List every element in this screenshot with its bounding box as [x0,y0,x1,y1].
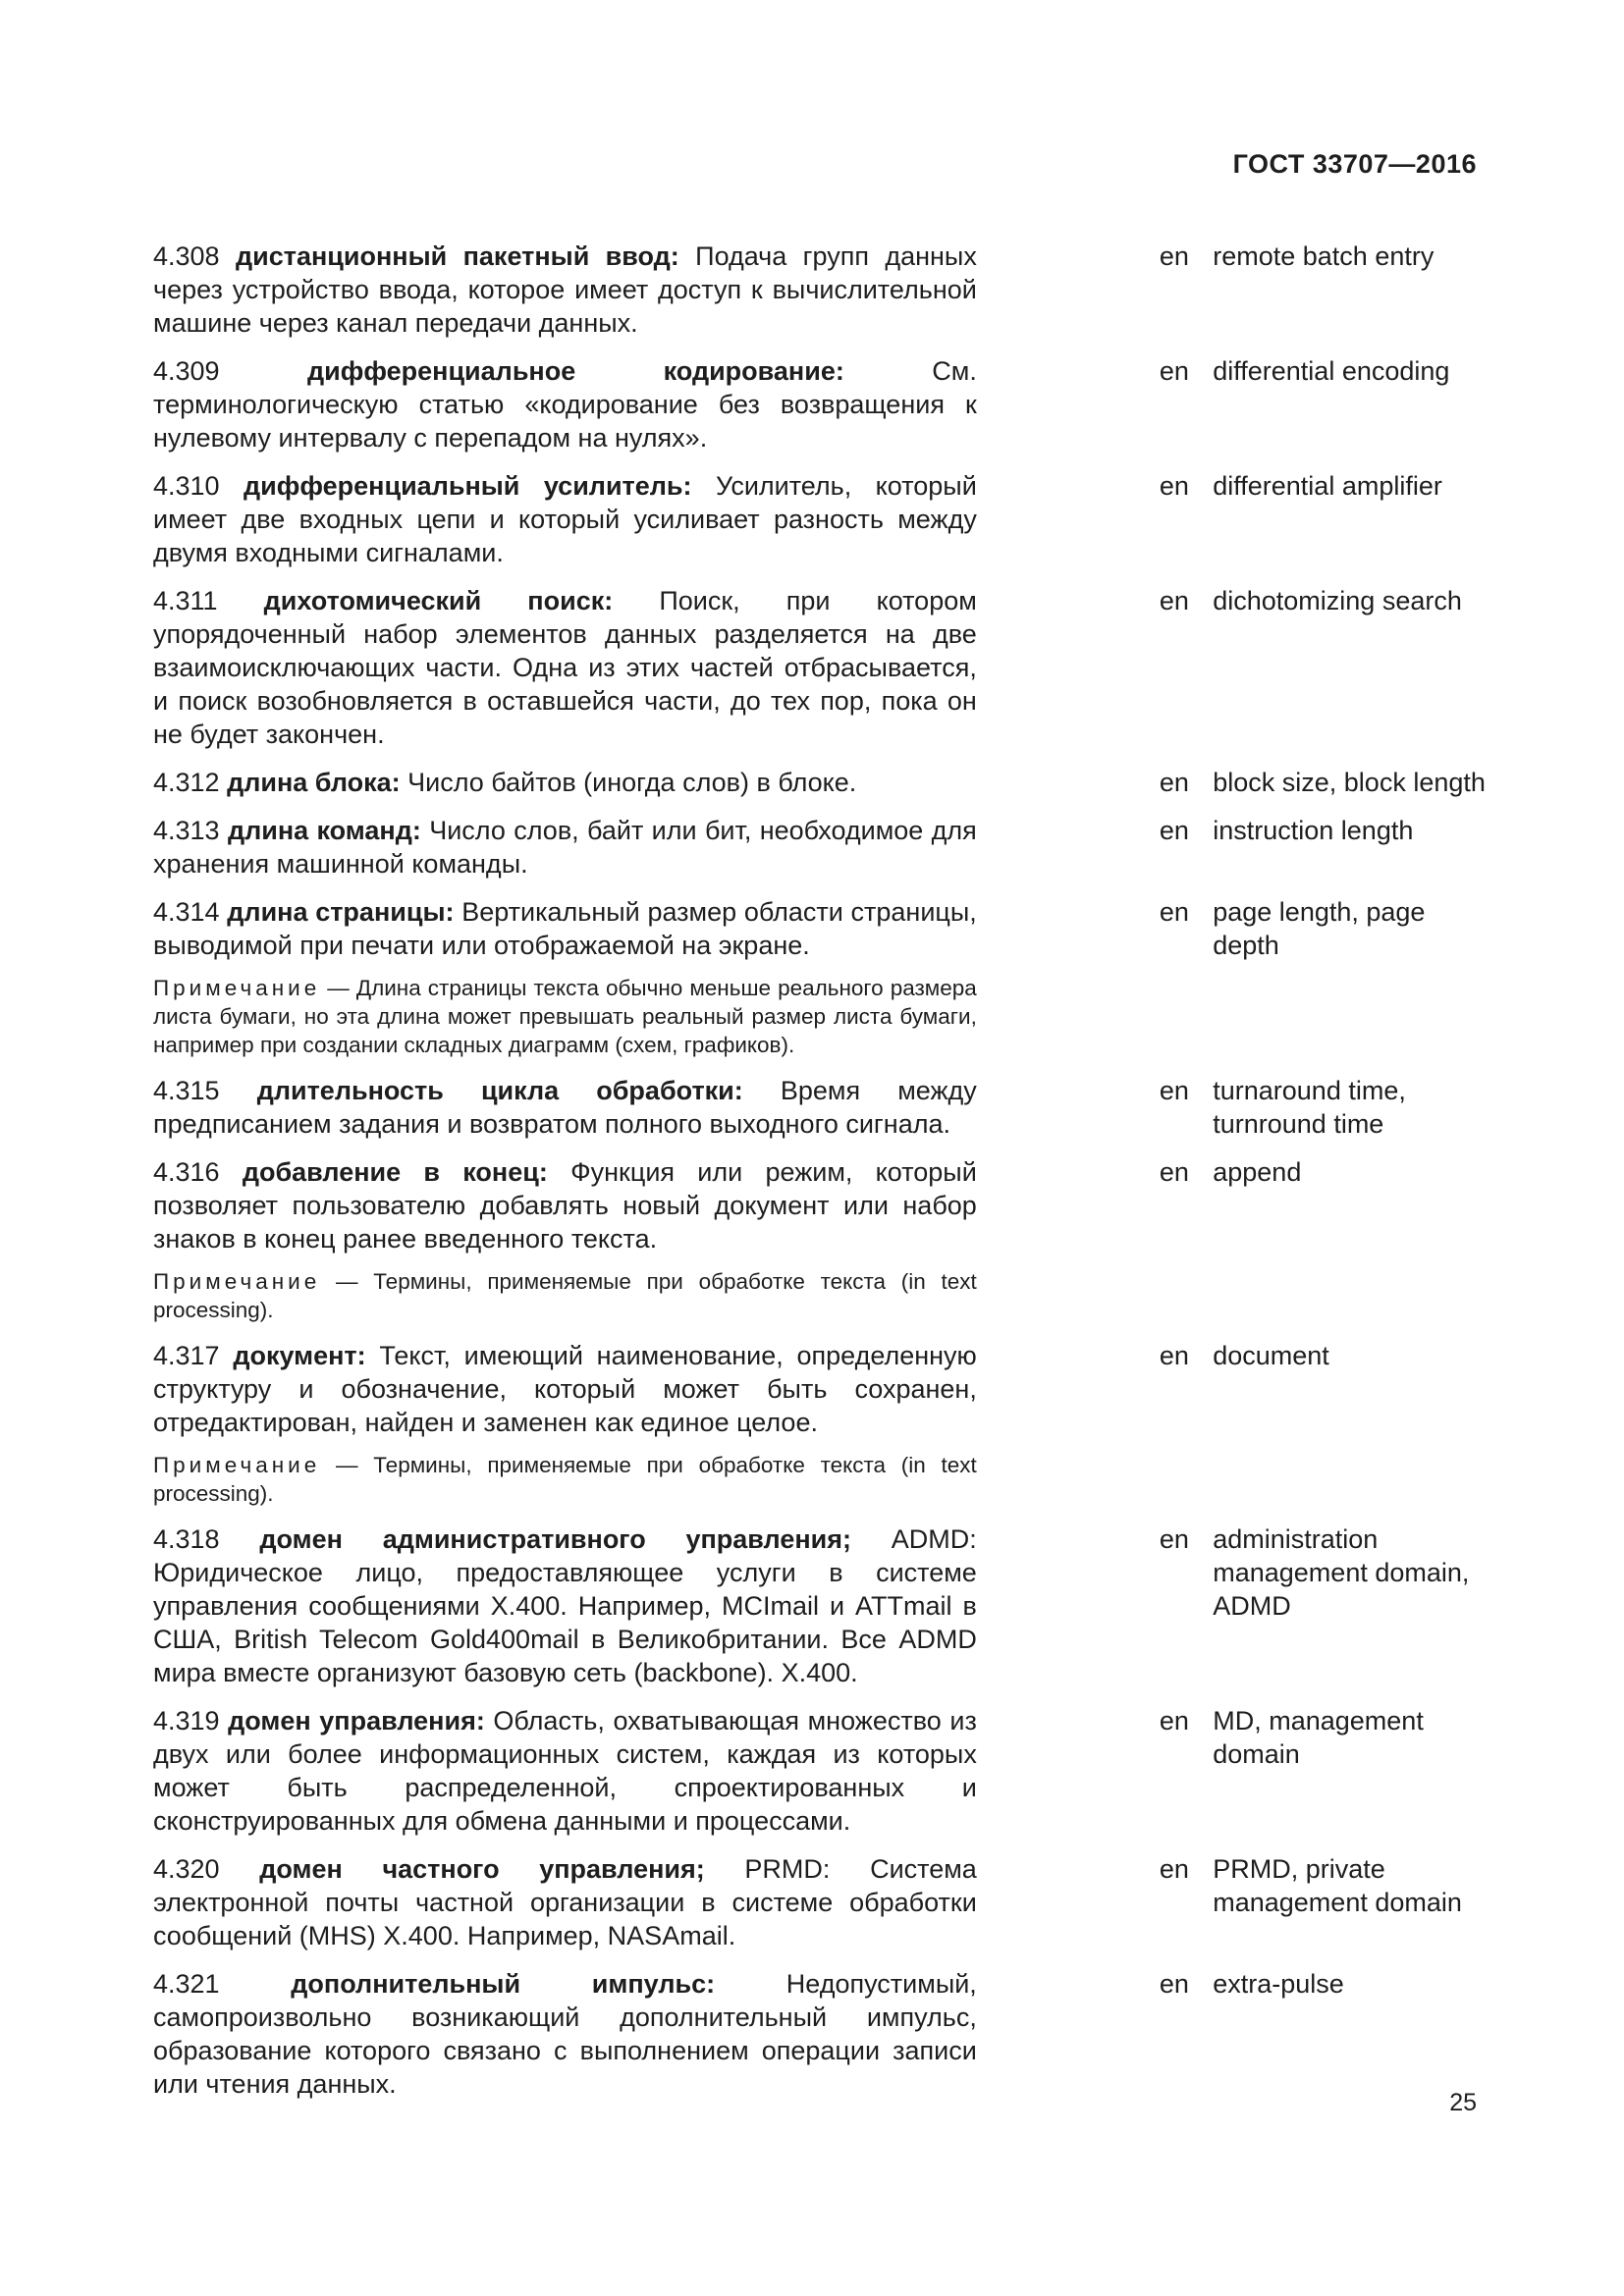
english-equivalent: MD, management domain [1213,1706,1424,1769]
definition-text: Вертикальный размер области страницы, выводимой при печати или отображаемой на экране. [153,897,977,960]
definition-text: PRMD: Система электронной почты частной организации в системе обработки сообщений (MHS) X.400. Например, NASAmail. [153,1854,977,1950]
term-number: 4.318 [153,1524,220,1554]
definition-text: Усилитель, который имеет две входных цепи и который усиливает разность между двумя входными сигналами. [153,471,977,567]
english-equivalent: append [1213,1157,1302,1187]
entry-main [153,1967,977,2101]
definition-text: Недопустимый, самопроизвольно возникающий дополнительный импульс, образование которого связано с выполнением операции записи или чтения данных. [153,1969,977,2099]
term-name: дифференциальный усилитель: [244,471,692,501]
definition-text: Функция или режим, который позволяет пользователю добавлять новый документ или набор знаков в конец ранее введенного текста. [153,1157,977,1254]
entry-main [153,1522,977,1689]
entry-main [153,469,977,569]
english-equivalent: differential amplifier [1213,471,1442,501]
term-definition [153,1074,977,1141]
note-text: Термины, применяемые при обработке текста (in text processing). [153,1269,977,1322]
term-number: 4.314 [153,897,220,927]
language-code: en [1159,1969,1189,1999]
definition-text: Текст, имеющий наименование, определенную структуру и обозначение, который может быть сохранен, отредактирован, найден и заменен как единое целое. [153,1341,977,1437]
term-entry [153,1074,1489,1141]
language-code: en [1159,1854,1189,1884]
term-name: длительность цикла обработки: [256,1076,743,1105]
term-definition [153,584,977,751]
term-number: 4.310 [153,471,220,501]
term-number: 4.315 [153,1076,220,1105]
note-label: Примечание [153,1269,321,1294]
term-number: 4.309 [153,356,220,386]
language-code: en [1159,356,1189,386]
language-code: en [1159,768,1189,797]
term-entry [153,1155,1489,1324]
term-entry [153,766,1489,799]
document-header [1233,149,1477,180]
term-definition [153,1704,977,1838]
note-label: Примечание [153,1453,321,1477]
term-entry [153,1522,1489,1689]
language-code: en [1159,1706,1189,1735]
term-definition [153,240,977,340]
definition-text: Область, охватывающая множество из двух или более информационных систем, каждая из которых может быть распределенной, спроектированных и сконструированных для обмена данными и процессами. [153,1706,977,1836]
note-text: Термины, применяемые при обработке текста (in text processing). [153,1453,977,1506]
term-entry [153,1967,1489,2101]
entry-note [153,1451,977,1508]
english-equivalent: block size, block length [1213,768,1486,797]
term-name: длина страницы: [227,897,455,927]
term-name: домен административного управления; [259,1524,852,1554]
term-number: 4.321 [153,1969,220,1999]
entry-main [153,1704,977,1838]
term-entry [153,240,1489,340]
term-number: 4.320 [153,1854,220,1884]
term-entry [153,895,1489,1059]
note-dash: — [327,976,350,1000]
term-definition [153,469,977,569]
entry-main [153,895,977,1059]
term-definition [153,1852,977,1952]
definition-text: Число слов, байт или бит, необходимое для хранения машинной команды. [153,816,977,879]
entry-main [153,1852,977,1952]
english-equivalent: turnaround time, turnround time [1213,1076,1406,1139]
term-entry [153,814,1489,881]
definition-text: ADMD: Юридическое лицо, предоставляющее услуги в системе управления сообщениями X.400. Например, MCImail и ATTmail в США, British Telecom Gold400mail в Великобритании. Все ADMD мира вместе организуют базовую сеть (backbone). X.400. [153,1524,977,1687]
term-name: домен частного управления; [259,1854,705,1884]
term-number: 4.316 [153,1157,220,1187]
entry-main [153,1074,977,1141]
entry-main [153,766,977,799]
english-equivalent: PRMD, private management domain [1213,1854,1462,1917]
term-number: 4.317 [153,1341,220,1370]
term-entry [153,1852,1489,1952]
term-definition [153,814,977,881]
definition-text: Время между предписанием задания и возвратом полного выходного сигнала. [153,1076,977,1139]
term-definition [153,766,977,799]
term-definition [153,895,977,962]
definition-text: Поиск, при котором упорядоченный набор элементов данных разделяется на две взаимоисключающих части. Одна из этих частей отбрасывается, и поиск возобновляется в оставшейся части, до тех пор, пока он не будет закончен. [153,586,977,749]
definition-text: Число байтов (иногда слов) в блоке. [407,768,857,797]
language-code: en [1159,241,1189,271]
term-definition [153,1155,977,1255]
note-text: Длина страницы текста обычно меньше реального размера листа бумаги, но эта длина может превышать реальный размер листа бумаги, например при создании складных диаграмм (схем, графиков). [153,976,977,1057]
note-label: Примечание [153,976,321,1000]
term-entry [153,469,1489,569]
language-code: en [1159,1341,1189,1370]
english-equivalent: remote batch entry [1213,241,1435,271]
term-name: документ: [233,1341,366,1370]
entry-main [153,584,977,751]
term-name: дифференциальное кодирование: [307,356,844,386]
entry-main [153,814,977,881]
definition-text: См. терминологическую статью «кодирование без возвращения к нулевому интервалу с перепадом на нулях». [153,356,977,453]
term-name: длина блока: [227,768,401,797]
entry-note [153,974,977,1059]
english-equivalent: differential encoding [1213,356,1450,386]
term-name: домен управления: [228,1706,485,1735]
language-code: en [1159,1157,1189,1187]
term-number: 4.311 [153,586,218,615]
english-equivalent: administration management domain, ADMD [1213,1524,1470,1621]
page-number: 25 [1449,2089,1477,2116]
language-code: en [1159,1524,1189,1554]
term-name: добавление в конец: [242,1157,548,1187]
term-number: 4.308 [153,241,220,271]
english-equivalent: document [1213,1341,1329,1370]
term-definition [153,1967,977,2101]
term-name: дополнительный импульс: [291,1969,716,1999]
language-code: en [1159,816,1189,845]
term-number: 4.312 [153,768,220,797]
english-equivalent: dichotomizing search [1213,586,1462,615]
entry-main [153,1155,977,1324]
term-name: дихотомический поиск: [263,586,614,615]
language-code: en [1159,471,1189,501]
term-entry [153,1704,1489,1838]
entry-note [153,1267,977,1324]
term-entry [153,1339,1489,1508]
standard-designation: ГОСТ 33707—2016 [1232,149,1477,179]
entry-main [153,354,977,454]
english-equivalent: page length, page depth [1213,897,1426,960]
entry-main [153,240,977,340]
entry-main [153,1339,977,1508]
term-number: 4.313 [153,816,220,845]
term-entry [153,584,1489,751]
term-definition [153,354,977,454]
term-name: дистанционный пакетный ввод: [235,241,679,271]
definition-text: Подача групп данных через устройство ввода, которое имеет доступ к вычислительной машине через канал передачи данных. [153,241,977,338]
language-code: en [1159,586,1189,615]
english-equivalent: instruction length [1213,816,1414,845]
note-dash: — [335,1453,358,1477]
note-dash: — [335,1269,358,1294]
term-entries [153,240,1489,2115]
term-definition [153,1339,977,1439]
term-definition [153,1522,977,1689]
term-entry [153,354,1489,454]
language-code: en [1159,1076,1189,1105]
term-name: длина команд: [227,816,421,845]
term-number: 4.319 [153,1706,220,1735]
english-equivalent: extra-pulse [1213,1969,1344,1999]
language-code: en [1159,897,1189,927]
